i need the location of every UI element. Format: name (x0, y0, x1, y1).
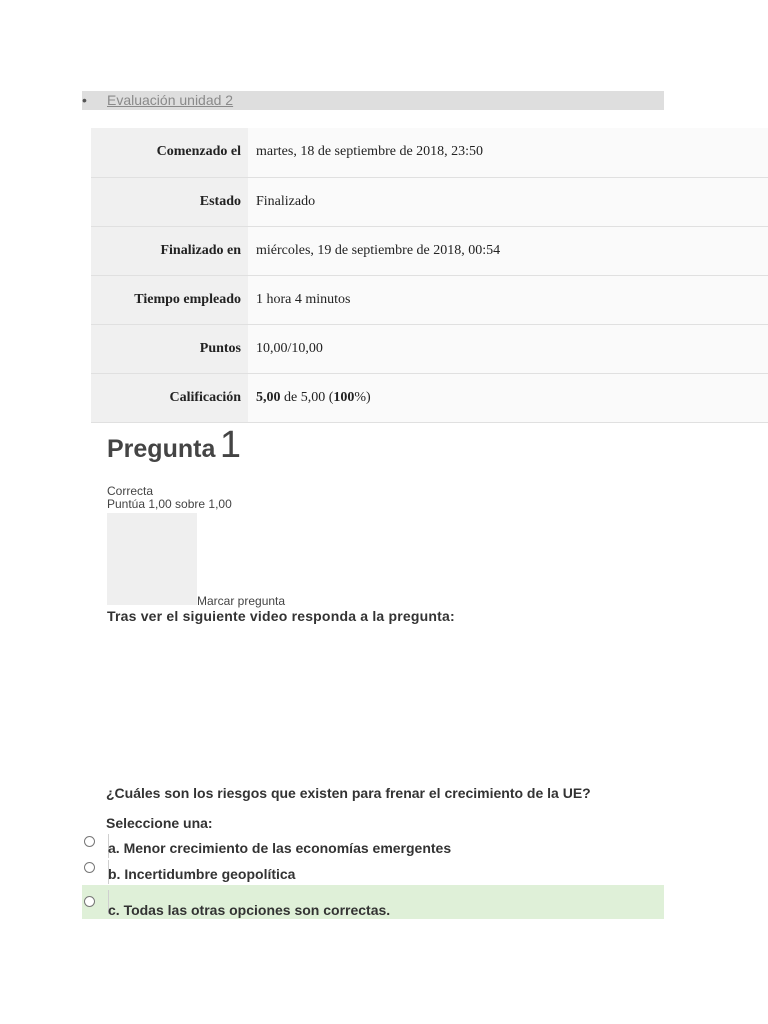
breadcrumb-bullet: • (82, 92, 87, 108)
summary-label: Puntos (91, 324, 248, 373)
answer-option-a[interactable] (82, 834, 664, 858)
summary-row-state (91, 177, 768, 226)
summary-value: 10,00/10,00 (248, 324, 768, 373)
summary-value: 1 hora 4 minutos (248, 275, 768, 324)
summary-row-grade (91, 373, 768, 422)
breadcrumb-link-evaluacion[interactable]: Evaluación unidad 2 (107, 92, 234, 108)
summary-row-time (91, 275, 768, 324)
answer-option-label: a. Menor crecimiento de las economías emergentes (108, 840, 452, 856)
summary-row-points (91, 324, 768, 373)
answer-option-b[interactable] (82, 860, 664, 884)
radio-icon[interactable] (84, 836, 95, 847)
attempt-summary-table (91, 128, 768, 423)
summary-value (248, 373, 768, 422)
question-title-word: Pregunta (107, 435, 216, 463)
question-grade: Puntúa 1,00 sobre 1,00 (107, 497, 232, 511)
summary-label: Calificación (91, 373, 248, 422)
answer-option-c-correct[interactable] (82, 885, 664, 919)
grade-mid: de 5,00 ( (280, 389, 334, 405)
grade-value: 5,00 (256, 389, 281, 405)
summary-value: Finalizado (248, 177, 768, 226)
summary-label: Finalizado en (91, 226, 248, 275)
flag-question-link[interactable]: Marcar pregunta (197, 594, 286, 608)
grade-end: %) (354, 389, 371, 405)
summary-label: Tiempo empleado (91, 275, 248, 324)
question-number: 1 (219, 424, 241, 466)
question-title (107, 424, 241, 467)
question-info (107, 485, 232, 511)
grade-percent: 100 (333, 389, 355, 405)
answer-option-label: b. Incertidumbre geopolítica (108, 866, 296, 882)
question-prompt: Seleccione una: (106, 815, 213, 831)
question-intro: Tras ver el siguiente video responda a la pregunta: (107, 608, 455, 624)
radio-icon[interactable] (84, 896, 95, 907)
summary-label: Estado (91, 177, 248, 226)
summary-value: miércoles, 19 de septiembre de 2018, 00:54 (248, 226, 768, 275)
summary-row-finished (91, 226, 768, 275)
summary-value: martes, 18 de septiembre de 2018, 23:50 (248, 128, 768, 177)
answer-option-label: c. Todas las otras opciones son correctas. (108, 902, 391, 918)
breadcrumb (82, 91, 664, 110)
radio-icon[interactable] (84, 862, 95, 873)
summary-row-started (91, 128, 768, 177)
question-text: ¿Cuáles son los riesgos que existen para frenar el crecimiento de la UE? (106, 785, 591, 801)
flag-icon[interactable] (107, 513, 197, 605)
summary-label: Comenzado el (91, 128, 248, 177)
question-state: Correcta (107, 484, 154, 498)
